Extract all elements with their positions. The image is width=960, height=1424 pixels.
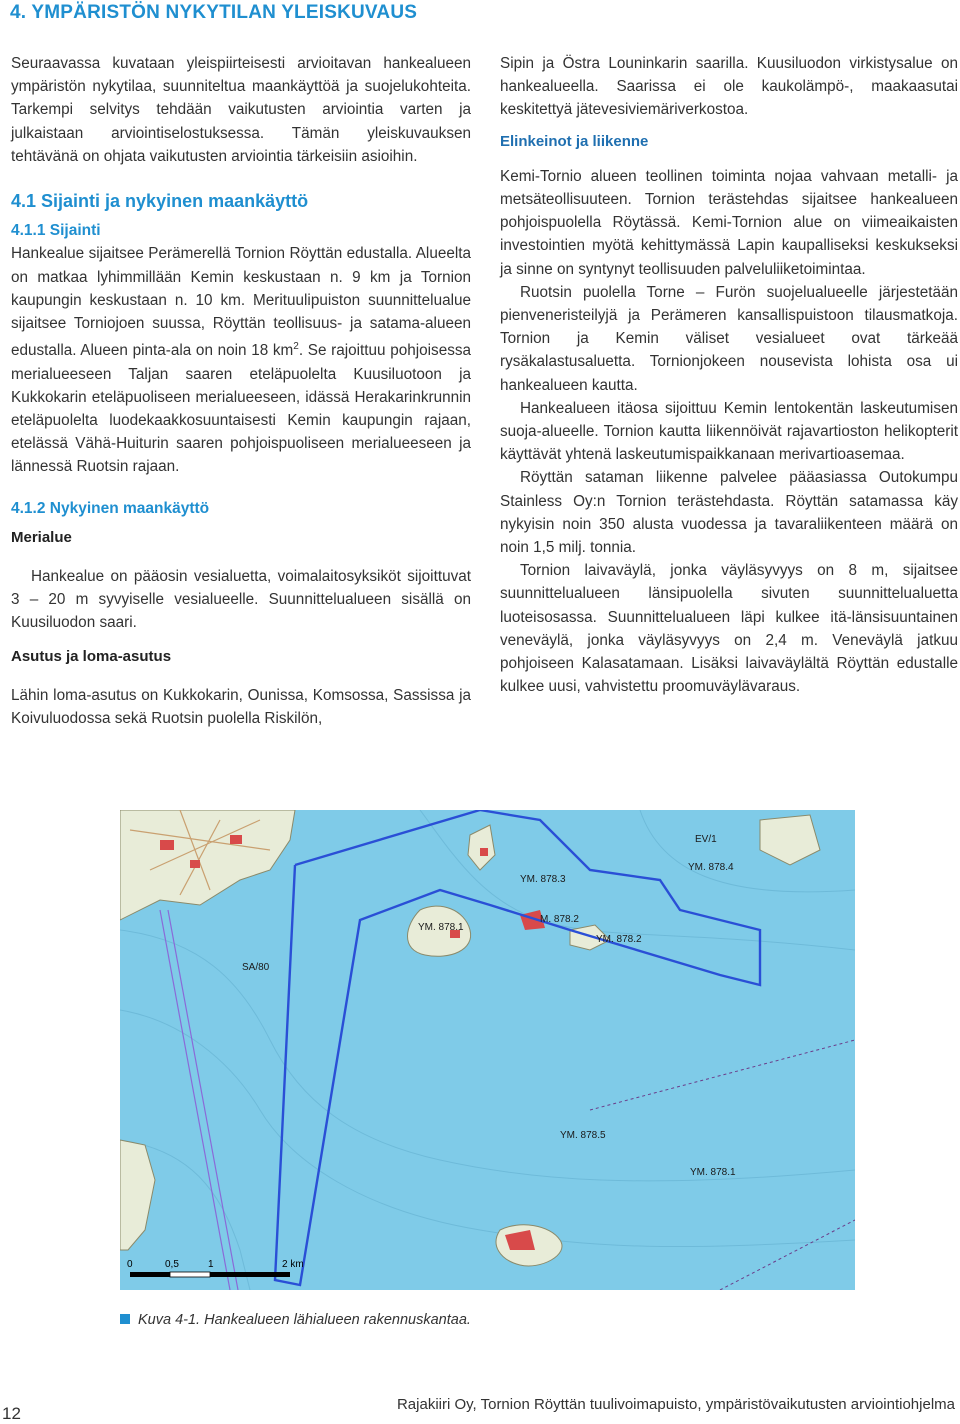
- map-label-b: YM. 878.4: [688, 862, 734, 873]
- scale-tick-0: 0: [127, 1259, 133, 1270]
- right-column: [500, 52, 958, 698]
- left-column: [11, 52, 471, 730]
- caption-bullet-icon: [120, 1314, 130, 1324]
- intro-paragraph: Seuraavassa kuvataan yleispiirteisesti arvioitavan hankealueen ympäristön nykytilaa, suunniteltua maankäyttöä ja suojelukohteita. Tarkempi selvitys tehdään vaikutusten arviointia varten ja julkaistaan arviointiselostuksessa. Tämän yleiskuvauksen tehtävänä on ohjata vaikutusten arviointia tärkeisiin asioihin.: [11, 55, 471, 165]
- merialue-paragraph: Hankealue on pääosin vesialuetta, voimalaitosyksiköt sijoittuvat 3 – 20 m syvyiselle vesialueelle. Suunnittelualueen sisällä on Kuusiluodon saari.: [11, 567, 471, 632]
- map-label-h: SA/80: [242, 962, 270, 973]
- laivavayla-paragraph: Tornion laivaväylä, jonka väyläsyvyys on 8 m, sijaitsee suunnittelualueen länsipuolella sivuten suunnittelualuetta luoteisosassa. Suunnittelualueen läpi kulkee itä-länsisuuntainen veneväylä, jonka väyläsyvyys on 2,4 m. Veneväylä jatkuu pohjoiseen Kalasatamaan. Lisäksi laivaväylältä Röyttän edustalle kulkee uusi, vahvistettu proomuväylävaraus.: [500, 562, 958, 696]
- satama-paragraph: Röyttän sataman liikenne palvelee pääasiassa Outokumpu Stainless Oy:n Tornion terästehdasta. Röyttän satamassa käy nykyisin noin 350 alusta vuodessa ja tavaraliikenteen määrä on noin 1,5 milj. tonnia.: [500, 469, 958, 557]
- subheading-elinkeinot: Elinkeinot ja liikenne: [500, 132, 649, 150]
- scale-tick-3: 2 km: [282, 1259, 304, 1270]
- heading-4-1-2: 4.1.2 Nykyinen maankäyttö: [11, 499, 210, 517]
- chapter-title: 4. YMPÄRISTÖN NYKYTILAN YLEISKUVAUS: [10, 2, 418, 23]
- area-map: [120, 810, 855, 1290]
- elinkeinot-paragraph: Kemi-Tornio alueen teollinen toiminta nojaa vahvaan metalli- ja metsäteollisuuteen. Tornion terästehdas sijaitsee hankealueen pohjoispuolella Röytässä. Kemi-Tornion alue on viimeaikaisten investointien myötä kehittymässä Lapin kaupalliseksi keskukseksi ja sinne on syntynyt teollisuuden palveluliiketoimintaa.: [500, 167, 958, 278]
- figure-caption: Kuva 4-1. Hankealueen lähialueen rakennuskantaa.: [120, 1312, 471, 1328]
- map-label-a: YM. 878.3: [520, 874, 566, 885]
- lentokentta-paragraph: Hankealueen itäosa sijoittuu Kemin lentokentän laskeutumisen suoja-alueelle. Tornion kautta liikennöivät rajavartioston helikopterit käyttävät yhtenä laskeutumispaikkanaan merivartioasemaa.: [500, 399, 958, 464]
- sijainti-paragraph: Hankealue sijaitsee Perämerellä Tornion Röyttän edustalla. Alueelta on matkaa lyhimmillään Kemin keskustaan n. 9 km ja Tornion kaupungin keskustaan n. 10 km. Merituulipuiston suunnittelualue sijaitsee Torniojoen suussa, Röyttän teollisuus- ja satama-alueen edustalla. Alueen pinta-ala on noin 18 $km^2$. Se rajoittuu pohjoisessa merialueeseen Taljan saaren eteläpuolelta Kuusiluotoon ja Kukkokarin eteläpuoliseen merialueeseen, idässä Herakarinkrunnin eteläpuolelta luodekaakkosuuntaisesti Kemin kaupungin rajaan, etelässä Vähä-Huiturin saaren pohjoispuoliseen merialueeseen ja lännessä Ruotsin rajaan.: [11, 245, 472, 476]
- scale-tick-1: 0,5: [165, 1259, 179, 1270]
- asutus-paragraph: Lähin loma-asutus on Kukkokarin, Ounissa, Komsossa, Sassissa ja Koivuluodossa sekä Ruotsin puolella Riskilön,: [11, 686, 471, 727]
- page-number: 12: [2, 1404, 21, 1423]
- map-label-f: YM. 878.5: [560, 1130, 606, 1141]
- subheading-asutus: Asutus ja loma-asutus: [11, 647, 172, 665]
- heading-4-1-1: 4.1.1 Sijainti: [11, 222, 101, 240]
- ruotsi-paragraph: Ruotsin puolella Torne – Furön suojelualueelle järjestetään pienveneristeilyjä ja Perämeren kansallispuistoon tilausmatkoja. Tornion ja Kemin väliset vesialueet ovat tärkeää rysäkalastusaluetta. Tornionjokeen nousevista lohista osa ui hankealueen kautta.: [500, 283, 958, 394]
- subheading-merialue: Merialue: [11, 528, 72, 546]
- map-graphic: [120, 810, 855, 1290]
- map-label-e: YM. 878.2: [596, 934, 642, 945]
- scale-tick-2: 1: [208, 1259, 214, 1270]
- map-label-d: M. 878.2: [540, 914, 579, 925]
- saaret-paragraph: Sipin ja Östra Louninkarin saarilla. Kuusiluodon virkistysalue on hankealueella. Saarissa ei ole kaukolämpö-, maakaasutai keskitettyä jätevesiviemäriverkostoa.: [500, 55, 958, 119]
- map-label-c: YM. 878.1: [418, 922, 464, 933]
- map-label-g: YM. 878.1: [690, 1167, 736, 1178]
- heading-4-1: 4.1 Sijainti ja nykyinen maankäyttö: [11, 191, 309, 212]
- map-label-i: EV/1: [695, 834, 717, 845]
- page-footer: Rajakiiri Oy, Tornion Röyttän tuulivoimapuisto, ympäristövaikutusten arviointiohjelma: [396, 1396, 955, 1413]
